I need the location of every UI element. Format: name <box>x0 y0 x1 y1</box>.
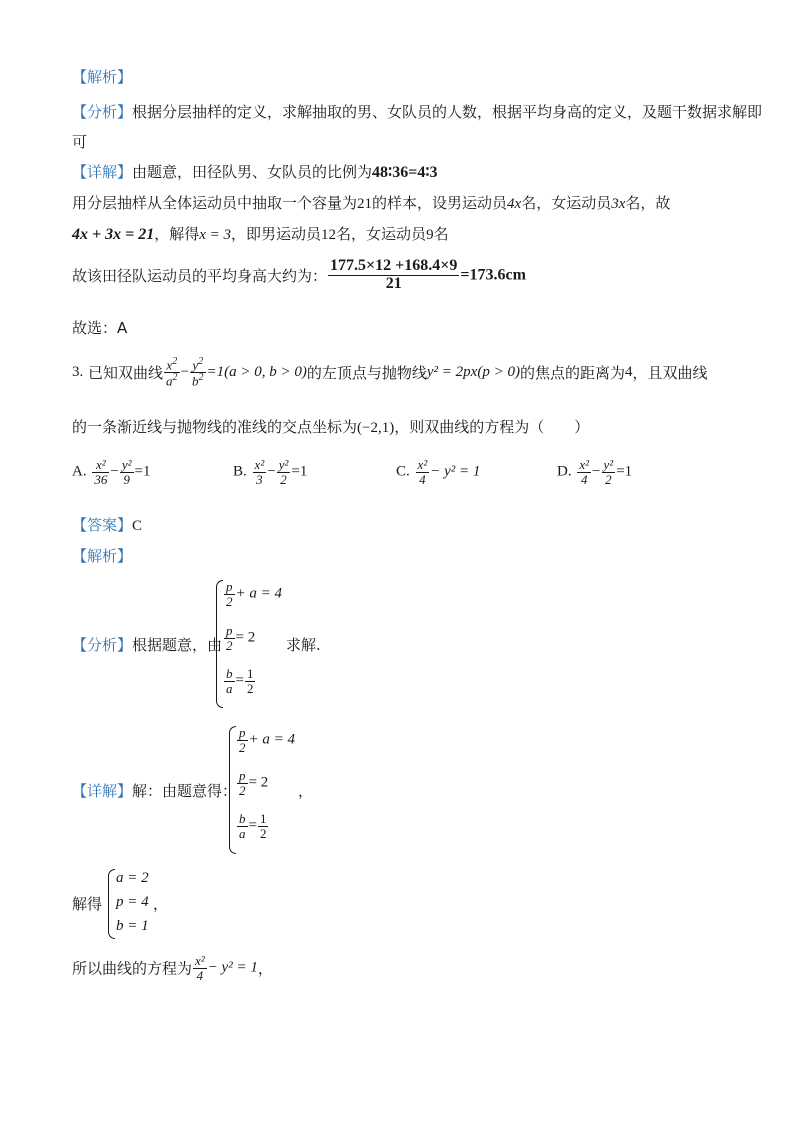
option-d-label: D. <box>557 463 572 480</box>
fenxi-text: 根据分层抽样的定义，求解抽取的男、女队员的人数，根据平均身高的定义，及题干数据求解即 <box>132 103 763 121</box>
equation: 4x + 3x = 21 <box>72 226 155 243</box>
option-c-label: C. <box>396 463 410 480</box>
jiexi-tag: 【解析】 <box>72 68 133 86</box>
final-line <box>72 954 273 982</box>
average-result: =173.6cm <box>460 266 526 284</box>
solution-x: x = 3 <box>199 227 232 243</box>
option-d-x-num: x² <box>579 457 590 472</box>
q3-stem-d: ，且双曲线 <box>632 363 708 382</box>
q3-jiexi-tag: 【解析】 <box>72 547 133 565</box>
solution-a: a = 2 <box>116 870 149 886</box>
average-line <box>72 258 526 293</box>
option-a-x-num: x² <box>92 458 109 473</box>
option-c-x-num: x² <box>417 457 428 472</box>
option-d-minus: − <box>592 463 601 480</box>
solution-p: p = 4 <box>116 894 149 910</box>
q3-stem-line2-b: ，则双曲线的方程为（ ） <box>394 418 590 436</box>
option-d[interactable] <box>557 458 632 486</box>
q3-stem-line2-a: 的一条渐近线与抛物线的准线的交点坐标为 <box>72 418 358 436</box>
option-a-minus: − <box>110 463 119 480</box>
final-tail: − y² = 1 <box>207 959 258 976</box>
solve-line <box>72 223 449 244</box>
fenxi-system-row-1: $\frac{p}{2}$ + a = 4 <box>226 579 282 609</box>
sampling-text-b: 的样本，设男运动员 <box>372 194 508 212</box>
solution-brace <box>108 869 115 939</box>
q3-xiangjie-label <box>72 780 237 801</box>
q3-stem-a: 已知双曲线 <box>88 363 164 382</box>
xiangjie-system-row-2: $\frac{p}{2}$ = 2 <box>239 768 269 798</box>
fenxi-line-2: 可 <box>72 133 88 151</box>
option-d-x-den: 4 <box>580 471 588 487</box>
q3-xiangjie-text: 解：由题意得： <box>132 782 238 800</box>
option-d-y-den: 2 <box>605 471 612 487</box>
q3-fenxi-text-b: 求解. <box>286 636 321 654</box>
choose-line: 故选：A <box>72 319 128 337</box>
solve-text-b: ，即男运动员 <box>231 225 322 243</box>
q3-number: 3. <box>72 363 84 380</box>
solve-text-c: 名，女运动员 <box>336 225 427 243</box>
xiangjie-line <box>72 161 437 182</box>
fenxi-system-row-3: $\frac{b}{a}$ = $\frac{1}{2}$ <box>226 666 254 696</box>
q3-fenxi-text-a: 根据题意，由 <box>132 636 223 654</box>
option-a[interactable] <box>72 458 150 486</box>
option-b-label: B. <box>233 463 247 480</box>
q3-stem-line-1 <box>72 357 707 388</box>
average-denominator: 21 <box>385 274 402 292</box>
women-count: 9 <box>426 227 434 243</box>
sampling-line <box>72 192 670 213</box>
sampling-text-a: 用分层抽样从全体运动员中抽取一个容量为 <box>72 194 358 212</box>
intersection-point: (−2,1) <box>357 420 395 436</box>
option-d-y-num: y² <box>603 457 614 472</box>
fenxi-system-brace <box>216 580 223 708</box>
q3-stem-line-2 <box>72 416 589 437</box>
option-b-eq: =1 <box>291 463 308 480</box>
option-b-y-den: 2 <box>280 471 287 487</box>
option-b-x-num: x² <box>254 457 265 472</box>
option-a-label: A. <box>72 463 87 480</box>
option-b[interactable] <box>233 458 307 486</box>
option-c-x-den: 4 <box>419 471 426 487</box>
answer-value: C <box>132 518 143 534</box>
xiangjie-system-brace <box>229 726 236 854</box>
jiede-label: 解得 <box>72 895 103 913</box>
solution-b: b = 1 <box>116 918 149 934</box>
sampling-text-c: 名，女运动员 <box>521 194 612 212</box>
option-b-x-den: 3 <box>256 471 263 487</box>
men-count-var: 4x <box>507 196 522 212</box>
final-x-den: 4 <box>196 967 204 983</box>
answer-line <box>72 514 142 535</box>
answer-tag: 【答案】 <box>72 516 133 534</box>
option-d-eq: =1 <box>616 463 633 480</box>
option-c[interactable] <box>396 458 480 486</box>
solve-text-a: ，解得 <box>154 225 200 243</box>
average-numerator: 177.5×12 +168.4×9 <box>330 257 458 274</box>
q3-fenxi-label <box>72 634 222 655</box>
minus-sign: − <box>180 363 190 380</box>
average-fraction <box>328 258 459 293</box>
solve-text-d: 名 <box>433 225 449 243</box>
q3-stem-b: 的左顶点与抛物线 <box>306 363 427 382</box>
fenxi-system-row-2: $\frac{p}{2}$ = 2 <box>226 623 256 653</box>
xiangjie-tag: 【详解】 <box>72 163 133 181</box>
option-b-minus: − <box>267 463 276 480</box>
q3-stem-c: 的焦点的距离为 <box>519 363 625 382</box>
average-text: 故该田径队运动员的平均身高大约为： <box>72 266 328 285</box>
solution-comma: ， <box>153 895 169 913</box>
hyperbola-condition: =1(a > 0, b > 0) <box>206 363 307 380</box>
option-c-tail: − y² = 1 <box>430 463 481 480</box>
final-x-num: x² <box>195 953 205 968</box>
q3-xiangjie-tag: 【详解】 <box>72 782 133 800</box>
ratio: 48∶36=4∶3 <box>372 164 438 181</box>
final-comma: ， <box>257 959 273 978</box>
fenxi-tag: 【分析】 <box>72 103 133 121</box>
hyperbola-x-term: $\frac{x^2}{a^2}$ <box>166 356 178 389</box>
sampling-text-d: 名，故 <box>625 194 671 212</box>
distance-value: 4 <box>624 363 633 380</box>
xiangjie-comma: ， <box>298 782 314 800</box>
men-count: 12 <box>321 227 337 243</box>
q3-fenxi-tag: 【分析】 <box>72 636 133 654</box>
option-a-y-den: 9 <box>123 471 130 487</box>
women-count-var: 3x <box>611 196 626 212</box>
fenxi-line-1 <box>72 101 762 122</box>
xiangjie-text: 由题意，田径队男、女队员的比例为 <box>132 163 373 181</box>
parabola-equation: y² = 2px(p > 0) <box>426 363 520 380</box>
xiangjie-system-row-1: $\frac{p}{2}$ + a = 4 <box>239 725 295 755</box>
sample-size: 21 <box>357 196 373 212</box>
option-b-y-num: y² <box>278 457 289 472</box>
option-a-x-den: 36 <box>94 471 108 487</box>
option-a-y-num: y² <box>121 457 132 472</box>
xiangjie-system-row-3: $\frac{b}{a}$ = $\frac{1}{2}$ <box>239 811 267 841</box>
final-text: 所以曲线的方程为 <box>72 959 193 978</box>
option-a-eq: =1 <box>134 463 151 480</box>
hyperbola-y-term: $\frac{y^2}{b^2}$ <box>192 356 204 389</box>
